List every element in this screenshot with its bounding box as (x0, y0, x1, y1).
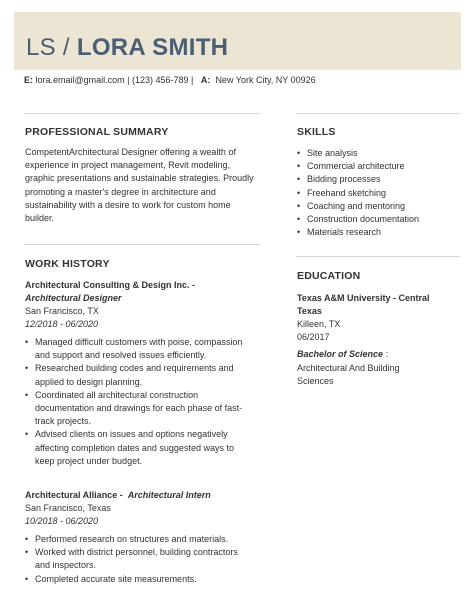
divider (296, 113, 460, 114)
address-label: A: (200, 75, 211, 85)
name-separator: / (55, 34, 77, 61)
header-band (14, 12, 461, 70)
skill-item: • Coaching and mentoring (297, 200, 406, 211)
list-item: • Researched building codes and requirements and applied to design planning. (25, 363, 234, 387)
job-dates: 10/2018 - 06/2020 (25, 516, 99, 526)
email-phone: lora.email@gmail.com | (123) 456-789 | (35, 75, 194, 85)
summary-title: PROFESSIONAL SUMMARY (25, 126, 169, 138)
skill-item: • Bidding processes (297, 174, 381, 185)
candidate-name (26, 34, 228, 62)
name-initials: LS (26, 34, 56, 61)
list-item: • Managed difficult customers with poise, compassion and support and resolved issues efficiently. (25, 337, 243, 361)
job-company: Architectural Consulting & Design Inc. - (25, 280, 196, 290)
divider (24, 113, 260, 114)
degree: Bachelor of Science : (297, 349, 389, 359)
skill-item: • Freehand sketching (297, 187, 387, 198)
field-of-study: Architectural And Building Sciences (297, 363, 400, 387)
full-name: LORA SMITH (76, 34, 229, 61)
list-item: • Worked with district personnel, building contractors and inspectors. (25, 547, 238, 571)
education-title: EDUCATION (297, 270, 361, 282)
job-company: Architectural Alliance - Architectural Intern (25, 490, 211, 500)
divider (24, 244, 260, 245)
graduation-date: 06/2017 (297, 332, 330, 342)
job-bullets (25, 336, 247, 468)
contact-line (24, 75, 316, 85)
job-dates: 12/2018 - 06/2020 (25, 319, 99, 329)
email-label: E: (24, 75, 33, 85)
school-name: Texas A&M University - Central Texas (297, 293, 430, 317)
school-location: Killeen, TX (297, 319, 341, 329)
list-item: • Coordinated all architectural construction documentation and drawings for each phase of fast-track projects. (25, 389, 243, 427)
skill-item: • Commercial architecture (297, 161, 405, 172)
job-role: Architectural Designer (25, 293, 122, 303)
list-item: • Completed accurate site measurements. (25, 573, 197, 584)
divider (296, 256, 460, 257)
job-location: San Francisco, TX (25, 306, 99, 316)
job-bullets (25, 533, 247, 586)
list-item: • Performed research on structures and materials. (25, 534, 229, 544)
skills-title: SKILLS (297, 126, 336, 138)
skill-item: • Construction documentation (297, 214, 420, 225)
skill-item: • Site analysis (297, 148, 358, 158)
job-location: San Francisco, Texas (25, 503, 111, 513)
list-item: • Advised clients on issues and options negatively affecting completion dates and suggested ways to keep project under budget. (25, 429, 234, 466)
skill-item: • Materials research (297, 227, 382, 238)
skills-list (297, 147, 457, 239)
work-history-title: WORK HISTORY (25, 258, 110, 270)
address: New York City, NY 00926 (215, 75, 316, 85)
summary-text: CompetentArchitectural Designer offering a wealth of experience in project management, Revit modeling, graphic presentations and sustainable strategies. Proudly promoting a master's degree in architecture and sustainability with a desire to work for custom home builder. (25, 147, 254, 224)
